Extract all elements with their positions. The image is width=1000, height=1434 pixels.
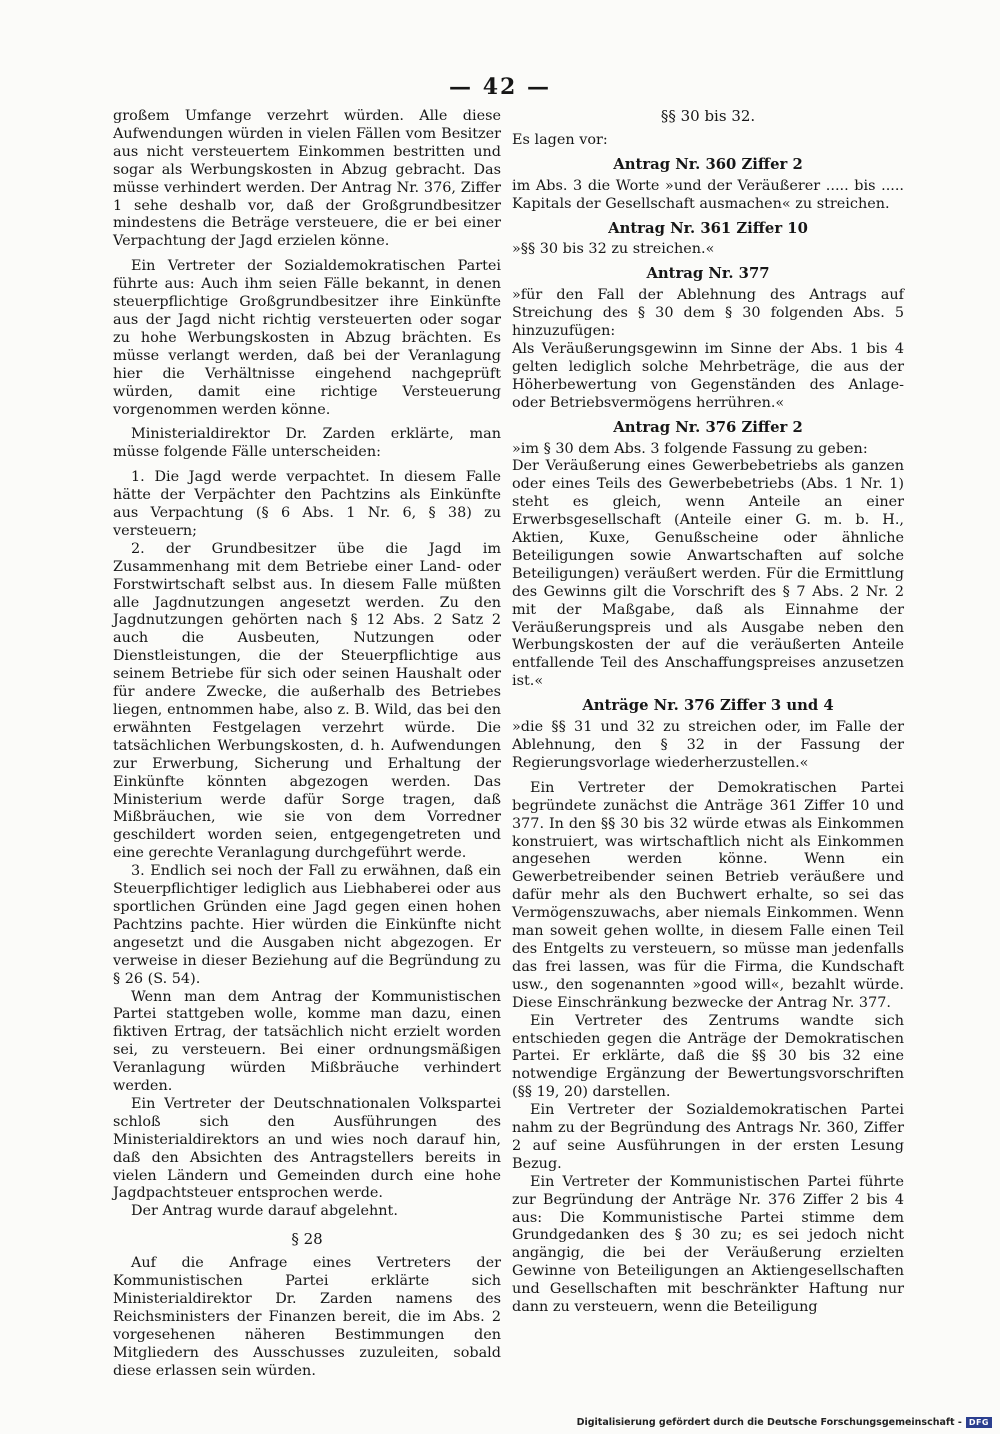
motion-text: »§§ 30 bis 32 zu streichen.« <box>512 241 715 258</box>
list-item: 1. Die Jagd werde verpachtet. In diesem Falle hätte der Verpächter den Pachtzins als Einkünfte aus Verpachtung (§ 6 Abs. 1 Nr. 6, § 38) zu versteuern; <box>113 469 501 539</box>
section-heading: §§ 30 bis 32. <box>660 107 756 125</box>
credit-text: Digitalisierung gefördert durch die Deutsche Forschungsgemeinschaft - <box>576 1417 962 1428</box>
motion-quote: Der Veräußerung eines Gewerbebetriebs als ganzen oder eines Teils des Gewerbebetriebs (Abs. 1 Nr. 1) steht es gleich, wenn Anteile an einer Erwerbsgesellschaft (Anteile einer G. m. b. H., Aktien, Kuxe, Genußscheine oder ähnliche Beteiligungen sowie Anwartschaften auf solche Beteiligungen) veräußert werden. Für die Ermittlung des Gewinns gilt die Vorschrift des § 7 Abs. 2 Nr. 2 mit der Maßgabe, daß als Einnahme der Veräußerungspreis und als Ausgabe neben den Werbungskosten der auf die veräußerten Anteile entfallende Teil des Anschaffungspreises anzusetzen ist.« <box>512 458 904 690</box>
paragraph: Auf die Anfrage eines Vertreters der Kommunistischen Partei erklärte sich Ministerialdirektor Dr. Zarden namens des Reichsministers der Finanzen bereit, die im Abs. 2 vorgesehenen näheren Bestimmungen den Mitgliedern des Ausschusses zuzuleiten, sobald diese erlassen sein würden. <box>113 1255 501 1379</box>
section-heading: § 28 <box>291 1230 323 1249</box>
motion-text: »für den Fall der Ablehnung des Antrags auf Streichung des § 30 dem § 30 folgenden Abs. 5 hinzuzufügen: <box>512 287 904 340</box>
paragraph: Ein Vertreter des Zentrums wandte sich entschieden gegen die Anträge der Demokratischen Partei. Er erklärte, daß die §§ 30 bis 32 eine notwendige Ergänzung der Bewertungsvorschriften (§§ 19, 20) darstellen. <box>512 1012 904 1101</box>
motion-heading: Antrag Nr. 361 Ziffer 10 <box>608 219 808 237</box>
paragraph: Ein Vertreter der Sozialdemokratischen Partei führte aus: Auch ihm seien Fälle bekannt, in denen steuerpflichtige Großgrundbesitzer ihre Einkünfte aus der Jagd nicht richtig versteuerten oder sogar zu hohe Werbungskosten in Abzug brächten. Es müsse verlangt werden, daß bei der Veranlagung hier die Verhältnisse eingehend nachgeprüft würden, damit eine richtige Versteuerung vorgenommen werden könne. <box>113 258 501 418</box>
paragraph: Der Antrag wurde darauf abgelehnt. <box>131 1203 398 1220</box>
list-item: 3. Endlich sei noch der Fall zu erwähnen, daß ein Steuerpflichtiger lediglich aus Liebhaberei oder aus sportlichen Gründen eine Jagd gegen einen hohen Pachtzins pachte. Hier würden die Einkünfte nicht angesetzt und die Ausgaben nicht abgezogen. Er verweise in dieser Beziehung auf die Begründung zu § 26 (S. 54). <box>113 863 501 987</box>
paragraph: Es lagen vor: <box>512 131 608 148</box>
right-column <box>512 108 904 1317</box>
paragraph: großem Umfange verzehrt würden. Alle diese Aufwendungen würden in vielen Fällen vom Besitzer aus nicht versteuertem Einkommen bestritten und sogar als Werbungskosten in Abzug gebracht. Das müsse verhindert werden. Der Antrag Nr. 376, Ziffer 1 sehe deshalb vor, daß der Großgrundbesitzer mindestens die Beträge versteuere, die er bei einer Verpachtung der Jagd erzielen könne. <box>113 108 501 250</box>
paragraph: Ministerialdirektor Dr. Zarden erklärte, man müsse folgende Fälle unterscheiden: <box>113 426 501 461</box>
motion-text: »die §§ 31 und 32 zu streichen oder, im Falle der Ablehnung, den § 32 in der Fassung der Regierungsvorlage wiederherzustellen.« <box>512 719 904 771</box>
list-item: 2. der Grundbesitzer übe die Jagd im Zusammenhang mit dem Betriebe einer Land- oder Forstwirtschaft selbst aus. In diesem Falle müßten alle Jagdnutzungen angesetzt werden. Zu den Jagdnutzungen gehörten nach § 12 Abs. 2 Satz 2 auch die Ausbeuten, Nutzungen oder Dienstleistungen, die der Steuerpflichtige aus seinem Betriebe für sich oder seinen Haushalt oder für andere Zwecke, die außerhalb des Betriebes liegen, entnommen habe, also z. B. Wild, das bei den erwähnten Festgelagen verzehrt würde. Die tatsächlichen Werbungskosten, d. h. Aufwendungen zur Erwerbung, Sicherung und Erhaltung der Einkünfte könnten abgezogen werden. Das Ministerium werde dafür Sorge tragen, daß Mißbräuchen, wie sie von dem Vorredner geschildert worden seien, entgegengetreten und eine gerechte Veranlagung durchgeführt werde. <box>113 540 501 862</box>
page-number: — 42 — <box>449 74 551 100</box>
motion-heading: Antrag Nr. 377 <box>646 265 770 283</box>
dfg-logo: DFG <box>966 1417 992 1428</box>
motion-quote: Als Veräußerungsgewinn im Sinne der Abs. 1 bis 4 gelten lediglich solche Mehrbeträge, die aus der Höherbewertung von Gegenständen des Anlage- oder Betriebsvermögens herrühren.« <box>512 340 904 411</box>
motion-text: im Abs. 3 die Worte »und der Veräußerer ..... bis ..... Kapitals der Gesellschaft ausmachen« zu streichen. <box>512 177 904 212</box>
digitization-credit <box>577 1417 992 1428</box>
motion-heading: Antrag Nr. 376 Ziffer 2 <box>613 418 803 436</box>
paragraph: Ein Vertreter der Demokratischen Partei begründete zunächst die Anträge 361 Ziffer 10 und 377. In den §§ 30 bis 32 würde etwas als Einkommen konstruiert, was wirtschaftlich nicht als Einkommen angesehen werden könne. Wenn ein Gewerbetreibender seinen Betrieb veräußere und dafür mehr als den Buchwert erhalte, so sei das Vermögenszuwachs, aber niemals Einkommen. Wenn man soweit gehen wollte, in diesem Falle einen Teil des Entgelts zu versteuern, so müsse man jedenfalls das frei lassen, was für die Firma, die Kundschaft usw., den sogenannten »good will«, bezahlt würde. Diese Einschränkung bezwecke der Antrag Nr. 377. <box>512 779 904 1011</box>
motion-heading: Antrag Nr. 360 Ziffer 2 <box>613 155 803 173</box>
motion-text: »im § 30 dem Abs. 3 folgende Fassung zu geben: <box>512 440 868 457</box>
motion-heading: Anträge Nr. 376 Ziffer 3 und 4 <box>582 697 834 715</box>
paragraph: Wenn man dem Antrag der Kommunistischen Partei stattgeben wolle, komme man dazu, einen fiktiven Ertrag, der tatsächlich nicht erzielt worden sei, zu versteuern. Bei einer ordnungsmäßigen Veranlagung würden Mißbräuche verhindert werden. <box>113 988 501 1095</box>
paragraph: Ein Vertreter der Deutschnationalen Volkspartei schloß sich den Ausführungen des Ministerialdirektors an und wies noch darauf hin, daß den Absichten des Antragstellers bereits in vielen Ländern und Gemeinden durch eine hohe Jagdpachtsteuer entsprochen werde. <box>113 1095 501 1202</box>
left-column <box>113 108 501 1381</box>
paragraph: Ein Vertreter der Kommunistischen Partei führte zur Begründung der Anträge Nr. 376 Ziffer 2 bis 4 aus: Die Kommunistische Partei stimme dem Grundgedanken des § 30 zu; es sei jedoch nicht angängig, die bei der Veräußerung erzielten Gewinne von Beteiligungen an Aktiengesellschaften und Gesellschaften mit beschränkter Haftung nur dann zu versteuern, wenn die Beteiligung <box>512 1173 904 1316</box>
paragraph: Ein Vertreter der Sozialdemokratischen Partei nahm zu der Begründung des Antrags Nr. 360, Ziffer 2 auf seine Ausführungen in der ersten Lesung Bezug. <box>512 1102 904 1172</box>
